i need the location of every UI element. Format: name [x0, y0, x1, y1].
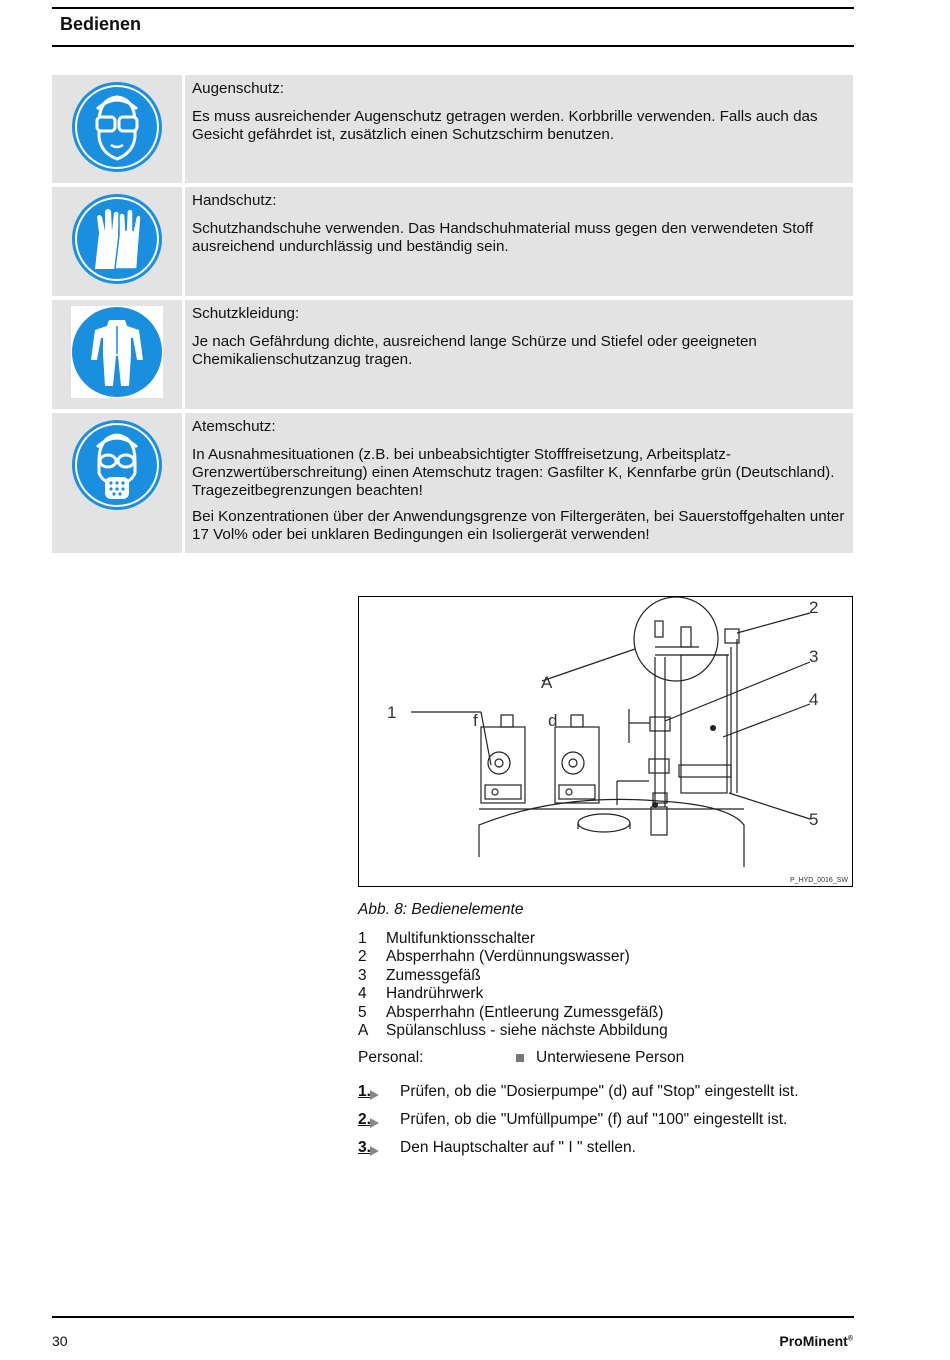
- respirator-icon: [69, 417, 165, 513]
- protective-suit-icon: [69, 304, 165, 400]
- personal-value: Unterwiesene Person: [536, 1049, 685, 1066]
- ppe-paragraph: Je nach Gefährdung dichte, ausreichend lange Schürze und Stiefel oder geeigneten Chemikalienschutzanzug tragen.: [192, 333, 757, 368]
- step-item: [358, 1083, 799, 1111]
- ppe-title: Augenschutz:: [192, 80, 285, 97]
- legend-key: 4: [358, 985, 367, 1003]
- header-top-rule: [52, 7, 854, 9]
- step-item: [358, 1139, 799, 1167]
- ppe-icon-cell: [52, 413, 182, 553]
- personal-label: Personal:: [358, 1049, 424, 1066]
- ppe-paragraph: Schutzhandschuhe verwenden. Das Handschuhmaterial muss gegen den verwendeten Stoff ausreichend undurchlässig und beständig sein.: [192, 220, 814, 255]
- step-number: 2.: [358, 1111, 400, 1129]
- legend-key: A: [358, 1022, 369, 1040]
- figure-label-4: 4: [809, 690, 819, 709]
- legend-item: [358, 1004, 668, 1022]
- gloves-icon: [69, 191, 165, 287]
- ppe-paragraph: Bei Konzentrationen über der Anwendungsgrenze von Filtergeräten, bei Sauerstoffgehalten unter 17 Vol% oder bei unklaren Bedingungen ein Isoliergerät verwenden!: [192, 508, 845, 543]
- instruction-steps: [358, 1083, 799, 1167]
- step-arrow-icon: [370, 1146, 379, 1156]
- figure-label-2: 2: [809, 598, 819, 617]
- page-number: 30: [52, 1333, 68, 1349]
- step-arrow-icon: [370, 1118, 379, 1128]
- figure-label-5: 5: [809, 810, 819, 829]
- ppe-paragraph: Es muss ausreichender Augenschutz getragen werden. Korbbrille verwenden. Falls auch das Gesicht gefährdet ist, zusätzlich einen Schutzschirm benutzen.: [192, 108, 818, 143]
- legend-item: [358, 985, 668, 1003]
- ppe-icon-cell: [52, 300, 182, 409]
- ppe-row-protective-clothing: [52, 300, 853, 409]
- ppe-icon-cell: [52, 75, 182, 183]
- legend-text: Absperrhahn (Verdünnungswasser): [386, 948, 630, 966]
- legend-key: 2: [358, 948, 367, 966]
- legend-text: Absperrhahn (Entleerung Zumessgefäß): [386, 1003, 664, 1021]
- figure-caption: Abb. 8: Bedienelemente: [358, 901, 524, 918]
- ppe-text-cell: [185, 75, 853, 183]
- step-text: Prüfen, ob die "Dosierpumpe" (d) auf "Stop" eingestellt ist.: [400, 1083, 799, 1100]
- legend-item: [358, 967, 668, 985]
- legend-key: 5: [358, 1003, 367, 1021]
- legend-key: 1: [358, 930, 367, 947]
- header-bottom-rule: [52, 45, 854, 47]
- ppe-table: [52, 75, 853, 557]
- ppe-title: Atemschutz:: [192, 418, 276, 435]
- legend-item: [358, 1022, 668, 1040]
- ppe-title: Schutzkleidung:: [192, 305, 300, 322]
- ppe-paragraph: In Ausnahmesituationen (z.B. bei unbeabsichtigter Stofffreisetzung, Arbeitsplatz-Grenzwertüberschreitung) einen Atemschutz tragen: Gasfilter K, Kennfarbe grün (Deutschland). Tragezeitbegrenzungen beachten!: [192, 446, 835, 499]
- square-bullet-icon: [516, 1054, 524, 1062]
- page-title: Bedienen: [60, 14, 142, 34]
- ppe-row-eye-protection: [52, 75, 853, 183]
- legend-text: Multifunktionsschalter: [386, 930, 536, 947]
- legend-text: Zumessgefäß: [386, 966, 481, 984]
- footer-rule: [52, 1316, 854, 1318]
- ppe-text-cell: [185, 300, 853, 409]
- figure-label-a: A: [541, 673, 553, 692]
- figure-dosing-station: [358, 596, 853, 887]
- legend-item: [358, 948, 668, 966]
- step-text: Den Hauptschalter auf " I " stellen.: [400, 1139, 636, 1156]
- step-number: 1.: [358, 1083, 400, 1101]
- ppe-icon-cell: [52, 187, 182, 296]
- step-item: [358, 1111, 799, 1139]
- step-number: 3.: [358, 1139, 400, 1157]
- legend-text: Spülanschluss - siehe nächste Abbildung: [386, 1022, 668, 1040]
- figure-label-f: f: [473, 711, 478, 730]
- personal-requirement: [358, 1049, 778, 1067]
- step-arrow-icon: [370, 1090, 379, 1100]
- figure-code: P_HYD_0016_SW: [790, 877, 848, 884]
- ppe-row-hand-protection: [52, 187, 853, 296]
- legend-text: Handrührwerk: [386, 985, 484, 1003]
- figure-label-d: d: [548, 711, 558, 730]
- ppe-row-respiratory-protection: [52, 413, 853, 553]
- legend-item: [358, 930, 668, 948]
- ppe-title: Handschutz:: [192, 192, 277, 209]
- figure-label-3: 3: [809, 647, 819, 666]
- figure-label-1: 1: [387, 703, 397, 722]
- goggles-face-icon: [69, 79, 165, 175]
- ppe-text-cell: [185, 413, 853, 553]
- personal-value-wrap: [514, 1049, 684, 1067]
- figure-legend: [358, 930, 668, 1040]
- brand-logo: ProMinent®: [779, 1333, 853, 1349]
- dosing-station-drawing: [359, 597, 852, 886]
- legend-key: 3: [358, 966, 367, 984]
- step-text: Prüfen, ob die "Umfüllpumpe" (f) auf "100" eingestellt ist.: [400, 1111, 788, 1128]
- ppe-text-cell: [185, 187, 853, 296]
